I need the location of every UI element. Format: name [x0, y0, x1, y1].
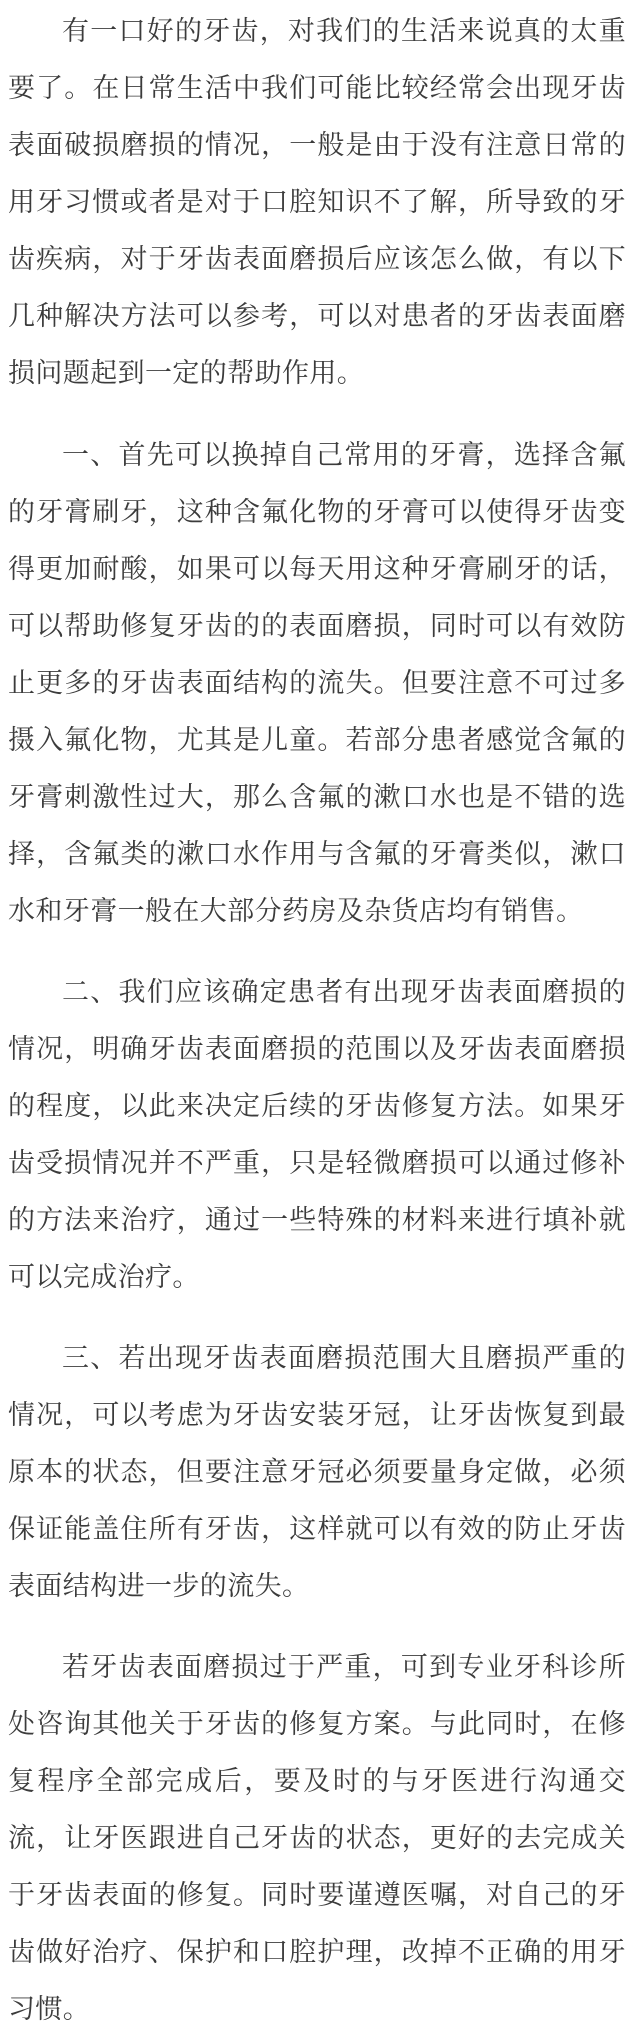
- intro-paragraph: 有一口好的牙齿，对我们的生活来说真的太重要了。在日常生活中我们可能比较经常会出现牙齿表面破损磨损的情况，一般是由于没有注意日常的用牙习惯或者是对于口腔知识不了解，所导致的牙齿疾病，对于牙齿表面磨损后应该怎么做，有以下几种解决方法可以参考，可以对患者的牙齿表面磨损问题起到一定的帮助作用。: [8, 16, 626, 389]
- conclusion-paragraph: 若牙齿表面磨损过于严重，可到专业牙科诊所处咨询其他关于牙齿的修复方案。与此同时，在修复程序全部完成后，要及时的与牙医进行沟通交流，让牙医跟进自己牙齿的状态，更好的去完成关于牙齿表面的修复。同时要谨遵医嘱，对自己的牙齿做好治疗、保护和口腔护理，改掉不正确的用牙习惯。: [8, 1652, 626, 2025]
- method-two-paragraph: 二、我们应该确定患者有出现牙齿表面磨损的情况，明确牙齿表面磨损的范围以及牙齿表面磨损的程度，以此来决定后续的牙齿修复方法。如果牙齿受损情况并不严重，只是轻微磨损可以通过修补的方法来治疗，通过一些特殊的材料来进行填补就可以完成治疗。: [8, 977, 626, 1293]
- article-body: [0, 3, 640, 2038]
- method-one-paragraph: 一、首先可以换掉自己常用的牙膏，选择含氟的牙膏刷牙，这种含氟化物的牙膏可以使得牙齿变得更加耐酸，如果可以每天用这种牙膏刷牙的话，可以帮助修复牙齿的的表面磨损，同时可以有效防止更多的牙齿表面结构的流失。但要注意不可过多摄入氟化物，尤其是儿童。若部分患者感觉含氟的牙膏刺激性过大，那么含氟的漱口水也是不错的选择，含氟类的漱口水作用与含氟的牙膏类似，漱口水和牙膏一般在大部分药房及杂货店均有销售。: [8, 440, 626, 927]
- method-three-paragraph: 三、若出现牙齿表面磨损范围大且磨损严重的情况，可以考虑为牙齿安装牙冠，让牙齿恢复到最原本的状态，但要注意牙冠必须要量身定做，必须保证能盖住所有牙齿，这样就可以有效的防止牙齿表面结构进一步的流失。: [8, 1343, 626, 1602]
